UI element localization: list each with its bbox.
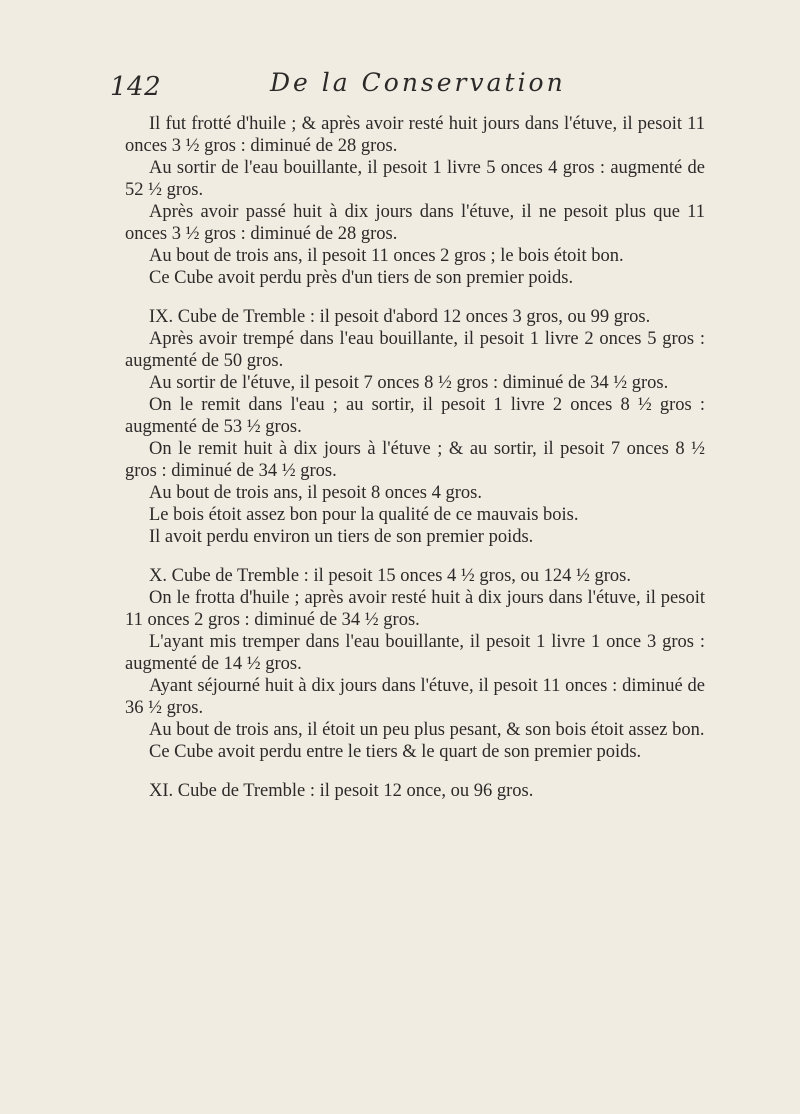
paragraph: Au sortir de l'étuve, il pesoit 7 onces 8 ½ gros : diminué de 34 ½ gros. — [149, 373, 669, 393]
paragraph: On le remit huit à dix jours à l'étuve ; & au sortir, il pesoit 7 onces 8 ½ gros : diminué de 34 ½ gros. — [125, 439, 705, 481]
page-number: 142 — [110, 72, 162, 102]
page-body — [125, 113, 705, 819]
paragraph: Au bout de trois ans, il étoit un peu plus pesant, & son bois étoit assez bon. — [149, 720, 705, 740]
paragraph: Il avoit perdu environ un tiers de son premier poids. — [149, 527, 534, 547]
paragraph: Ce Cube avoit perdu entre le tiers & le quart de son premier poids. — [149, 742, 642, 762]
entry-heading: XI. Cube de Tremble : il pesoit 12 once, ou 96 gros. — [149, 781, 534, 801]
paragraph: On le frotta d'huile ; après avoir resté huit à dix jours dans l'étuve, il pesoit 11 onces 2 gros : diminué de 34 ½ gros. — [125, 588, 705, 630]
paragraph: Ce Cube avoit perdu près d'un tiers de son premier poids. — [149, 268, 574, 288]
paragraph: L'ayant mis tremper dans l'eau bouillante, il pesoit 1 livre 1 once 3 gros : augmenté de 14 ½ gros. — [125, 632, 705, 674]
running-head: De la Conservation — [270, 68, 566, 97]
paragraph: Après avoir trempé dans l'eau bouillante, il pesoit 1 livre 2 onces 5 gros : augmenté de 50 gros. — [125, 329, 705, 371]
entry-heading: IX. Cube de Tremble : il pesoit d'abord 12 onces 3 gros, ou 99 gros. — [149, 307, 651, 327]
entry-cube-x — [125, 565, 705, 763]
paragraph: Après avoir passé huit à dix jours dans l'étuve, il ne pesoit plus que 11 onces 3 ½ gros : diminué de 28 gros. — [125, 202, 705, 244]
entry-cube-viii-continued — [125, 113, 705, 289]
entry-cube-ix — [125, 306, 705, 548]
paragraph: Au sortir de l'eau bouillante, il pesoit 1 livre 5 onces 4 gros : augmenté de 52 ½ gros. — [125, 158, 705, 200]
paragraph: On le remit dans l'eau ; au sortir, il pesoit 1 livre 2 onces 8 ½ gros : augmenté de 53 ½ gros. — [125, 395, 705, 437]
paragraph: Le bois étoit assez bon pour la qualité de ce mauvais bois. — [149, 505, 579, 525]
paragraph: Au bout de trois ans, il pesoit 11 onces 2 gros ; le bois étoit bon. — [149, 246, 624, 266]
entry-heading: X. Cube de Tremble : il pesoit 15 onces 4 ½ gros, ou 124 ½ gros. — [149, 566, 632, 586]
paragraph: Il fut frotté d'huile ; & après avoir resté huit jours dans l'étuve, il pesoit 11 onces 3 ½ gros : diminué de 28 gros. — [125, 114, 705, 156]
paragraph: Ayant séjourné huit à dix jours dans l'étuve, il pesoit 11 onces : diminué de 36 ½ gros. — [125, 676, 705, 718]
page-header — [0, 0, 800, 110]
entry-cube-xi — [125, 780, 705, 802]
paragraph: Au bout de trois ans, il pesoit 8 onces 4 gros. — [149, 483, 482, 503]
